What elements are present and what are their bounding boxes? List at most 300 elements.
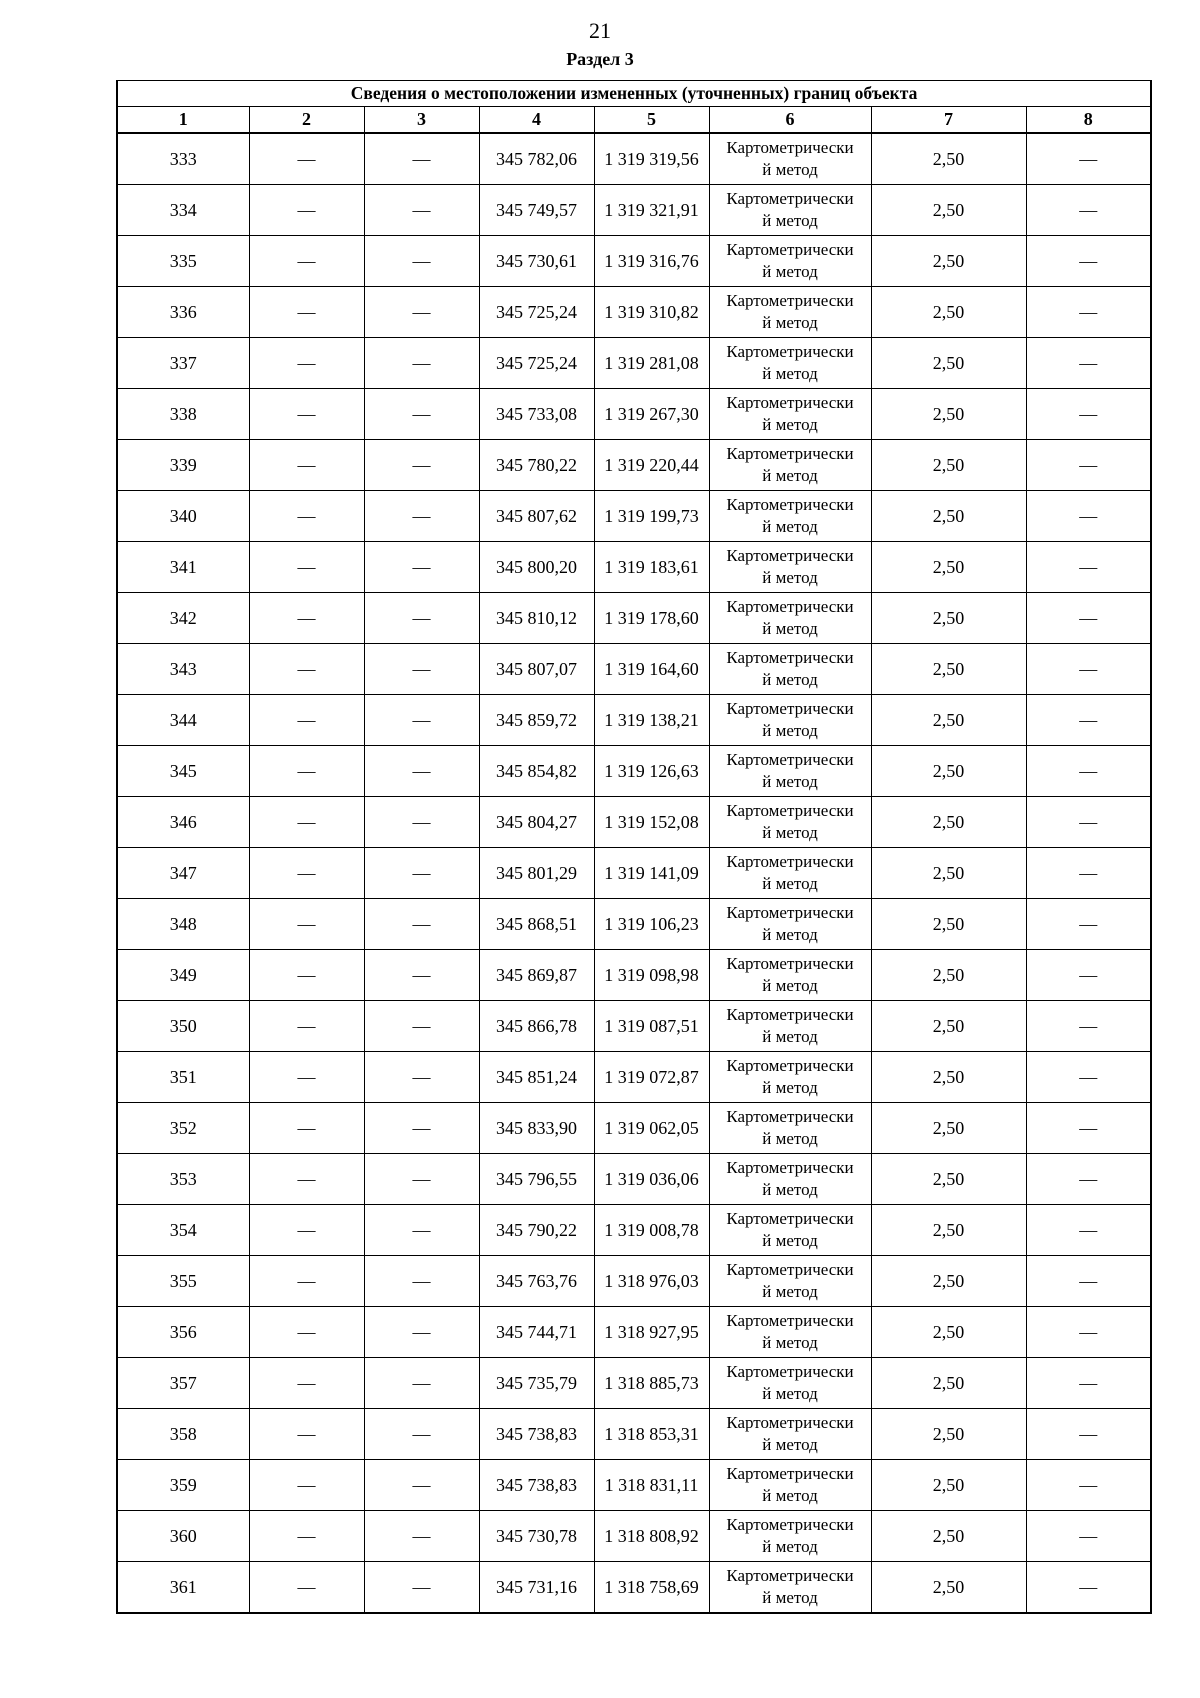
x-coordinate-cell: 345 782,06 [479, 133, 594, 185]
precision-cell: 2,50 [871, 1256, 1026, 1307]
column-8-cell: — [1026, 491, 1151, 542]
table-row [117, 1562, 1151, 1614]
x-coordinate-cell: 345 854,82 [479, 746, 594, 797]
method-line-1: Картометрически [726, 444, 854, 463]
column-8-cell: — [1026, 1103, 1151, 1154]
point-number-cell: 349 [117, 950, 249, 1001]
y-coordinate-cell: 1 319 178,60 [594, 593, 709, 644]
column-header-6: 6 [709, 107, 871, 134]
point-number-cell: 340 [117, 491, 249, 542]
method-line-2: й метод [762, 211, 818, 230]
column-2-cell: — [249, 1103, 364, 1154]
method-cell [709, 287, 871, 338]
column-2-cell: — [249, 287, 364, 338]
column-3-cell: — [364, 1001, 479, 1052]
point-number-cell: 342 [117, 593, 249, 644]
column-3-cell: — [364, 1307, 479, 1358]
table-row [117, 338, 1151, 389]
y-coordinate-cell: 1 319 138,21 [594, 695, 709, 746]
precision-cell: 2,50 [871, 695, 1026, 746]
precision-cell: 2,50 [871, 1103, 1026, 1154]
method-cell [709, 1460, 871, 1511]
method-line-1: Картометрически [726, 189, 854, 208]
column-2-cell: — [249, 440, 364, 491]
method-cell [709, 133, 871, 185]
column-2-cell: — [249, 593, 364, 644]
point-number-cell: 357 [117, 1358, 249, 1409]
column-header-7: 7 [871, 107, 1026, 134]
column-3-cell: — [364, 287, 479, 338]
page-number: 21 [589, 18, 611, 43]
column-2-cell: — [249, 491, 364, 542]
column-2-cell: — [249, 338, 364, 389]
x-coordinate-cell: 345 725,24 [479, 287, 594, 338]
method-line-1: Картометрически [726, 546, 854, 565]
method-line-1: Картометрически [726, 1464, 854, 1483]
method-cell [709, 1103, 871, 1154]
y-coordinate-cell: 1 318 927,95 [594, 1307, 709, 1358]
y-coordinate-cell: 1 319 310,82 [594, 287, 709, 338]
x-coordinate-cell: 345 738,83 [479, 1409, 594, 1460]
column-3-cell: — [364, 746, 479, 797]
method-line-2: й метод [762, 976, 818, 995]
y-coordinate-cell: 1 319 316,76 [594, 236, 709, 287]
method-line-1: Картометрически [726, 1515, 854, 1534]
column-2-cell: — [249, 1154, 364, 1205]
precision-cell: 2,50 [871, 1409, 1026, 1460]
method-cell [709, 338, 871, 389]
table-row [117, 593, 1151, 644]
precision-cell: 2,50 [871, 1154, 1026, 1205]
method-line-2: й метод [762, 1333, 818, 1352]
column-8-cell: — [1026, 338, 1151, 389]
method-line-1: Картометрически [726, 1362, 854, 1381]
method-line-1: Картометрически [726, 1158, 854, 1177]
method-line-1: Картометрически [726, 1260, 854, 1279]
method-cell [709, 593, 871, 644]
column-3-cell: — [364, 338, 479, 389]
x-coordinate-cell: 345 733,08 [479, 389, 594, 440]
column-3-cell: — [364, 1103, 479, 1154]
table-row [117, 1358, 1151, 1409]
x-coordinate-cell: 345 869,87 [479, 950, 594, 1001]
point-number-cell: 348 [117, 899, 249, 950]
boundary-coordinates-table [116, 80, 1152, 1614]
point-number-cell: 353 [117, 1154, 249, 1205]
y-coordinate-cell: 1 319 267,30 [594, 389, 709, 440]
table-row [117, 1103, 1151, 1154]
column-8-cell: — [1026, 1562, 1151, 1614]
column-2-cell: — [249, 389, 364, 440]
column-number-row [117, 107, 1151, 134]
point-number-cell: 337 [117, 338, 249, 389]
method-line-2: й метод [762, 874, 818, 893]
table-row [117, 695, 1151, 746]
y-coordinate-cell: 1 318 758,69 [594, 1562, 709, 1614]
point-number-cell: 343 [117, 644, 249, 695]
x-coordinate-cell: 345 866,78 [479, 1001, 594, 1052]
column-2-cell: — [249, 133, 364, 185]
method-line-2: й метод [762, 1078, 818, 1097]
x-coordinate-cell: 345 868,51 [479, 899, 594, 950]
y-coordinate-cell: 1 318 853,31 [594, 1409, 709, 1460]
y-coordinate-cell: 1 319 220,44 [594, 440, 709, 491]
point-number-cell: 341 [117, 542, 249, 593]
method-line-1: Картометрически [726, 342, 854, 361]
method-cell [709, 950, 871, 1001]
column-3-cell: — [364, 236, 479, 287]
precision-cell: 2,50 [871, 1562, 1026, 1614]
table-row [117, 1460, 1151, 1511]
method-line-2: й метод [762, 313, 818, 332]
method-line-2: й метод [762, 517, 818, 536]
y-coordinate-cell: 1 319 106,23 [594, 899, 709, 950]
column-8-cell: — [1026, 950, 1151, 1001]
precision-cell: 2,50 [871, 644, 1026, 695]
table-row [117, 899, 1151, 950]
point-number-cell: 347 [117, 848, 249, 899]
method-cell [709, 1256, 871, 1307]
precision-cell: 2,50 [871, 1460, 1026, 1511]
y-coordinate-cell: 1 319 183,61 [594, 542, 709, 593]
column-3-cell: — [364, 1562, 479, 1614]
y-coordinate-cell: 1 319 036,06 [594, 1154, 709, 1205]
column-3-cell: — [364, 1358, 479, 1409]
column-3-cell: — [364, 644, 479, 695]
method-cell [709, 1562, 871, 1614]
column-2-cell: — [249, 1409, 364, 1460]
method-line-2: й метод [762, 925, 818, 944]
method-cell [709, 236, 871, 287]
method-line-2: й метод [762, 823, 818, 842]
section-title: Раздел 3 [566, 49, 634, 69]
column-2-cell: — [249, 185, 364, 236]
column-8-cell: — [1026, 797, 1151, 848]
y-coordinate-cell: 1 319 164,60 [594, 644, 709, 695]
method-line-2: й метод [762, 1588, 818, 1607]
method-cell [709, 899, 871, 950]
precision-cell: 2,50 [871, 1052, 1026, 1103]
column-2-cell: — [249, 1562, 364, 1614]
column-8-cell: — [1026, 1409, 1151, 1460]
method-line-2: й метод [762, 415, 818, 434]
precision-cell: 2,50 [871, 185, 1026, 236]
column-3-cell: — [364, 1511, 479, 1562]
precision-cell: 2,50 [871, 133, 1026, 185]
x-coordinate-cell: 345 801,29 [479, 848, 594, 899]
method-cell [709, 1001, 871, 1052]
column-8-cell: — [1026, 899, 1151, 950]
y-coordinate-cell: 1 319 199,73 [594, 491, 709, 542]
method-line-2: й метод [762, 466, 818, 485]
column-3-cell: — [364, 133, 479, 185]
method-line-1: Картометрически [726, 699, 854, 718]
x-coordinate-cell: 345 738,83 [479, 1460, 594, 1511]
method-line-2: й метод [762, 1282, 818, 1301]
column-header-3: 3 [364, 107, 479, 134]
method-line-2: й метод [762, 721, 818, 740]
method-line-2: й метод [762, 568, 818, 587]
table-row [117, 440, 1151, 491]
method-line-2: й метод [762, 772, 818, 791]
column-2-cell: — [249, 1460, 364, 1511]
column-8-cell: — [1026, 1205, 1151, 1256]
x-coordinate-cell: 345 730,78 [479, 1511, 594, 1562]
column-2-cell: — [249, 848, 364, 899]
point-number-cell: 352 [117, 1103, 249, 1154]
column-3-cell: — [364, 389, 479, 440]
method-cell [709, 1409, 871, 1460]
y-coordinate-cell: 1 319 062,05 [594, 1103, 709, 1154]
table-row [117, 746, 1151, 797]
y-coordinate-cell: 1 319 141,09 [594, 848, 709, 899]
column-2-cell: — [249, 1358, 364, 1409]
column-8-cell: — [1026, 1256, 1151, 1307]
method-cell [709, 695, 871, 746]
table-row [117, 1001, 1151, 1052]
precision-cell: 2,50 [871, 593, 1026, 644]
point-number-cell: 359 [117, 1460, 249, 1511]
column-8-cell: — [1026, 1358, 1151, 1409]
column-3-cell: — [364, 542, 479, 593]
x-coordinate-cell: 345 810,12 [479, 593, 594, 644]
y-coordinate-cell: 1 319 098,98 [594, 950, 709, 1001]
table-row [117, 389, 1151, 440]
point-number-cell: 344 [117, 695, 249, 746]
column-header-5: 5 [594, 107, 709, 134]
column-3-cell: — [364, 1205, 479, 1256]
x-coordinate-cell: 345 807,62 [479, 491, 594, 542]
point-number-cell: 360 [117, 1511, 249, 1562]
table-row [117, 1409, 1151, 1460]
column-8-cell: — [1026, 695, 1151, 746]
column-3-cell: — [364, 848, 479, 899]
precision-cell: 2,50 [871, 848, 1026, 899]
column-8-cell: — [1026, 236, 1151, 287]
precision-cell: 2,50 [871, 440, 1026, 491]
method-line-1: Картометрически [726, 1413, 854, 1432]
method-line-2: й метод [762, 1180, 818, 1199]
table-row [117, 1052, 1151, 1103]
column-8-cell: — [1026, 1460, 1151, 1511]
y-coordinate-cell: 1 319 126,63 [594, 746, 709, 797]
column-2-cell: — [249, 1001, 364, 1052]
column-3-cell: — [364, 1409, 479, 1460]
column-3-cell: — [364, 491, 479, 542]
method-cell [709, 1358, 871, 1409]
x-coordinate-cell: 345 790,22 [479, 1205, 594, 1256]
point-number-cell: 361 [117, 1562, 249, 1614]
point-number-cell: 333 [117, 133, 249, 185]
column-2-cell: — [249, 695, 364, 746]
column-2-cell: — [249, 1307, 364, 1358]
method-cell [709, 542, 871, 593]
method-line-1: Картометрически [726, 1311, 854, 1330]
method-line-2: й метод [762, 1384, 818, 1403]
column-8-cell: — [1026, 1307, 1151, 1358]
column-3-cell: — [364, 695, 479, 746]
x-coordinate-cell: 345 851,24 [479, 1052, 594, 1103]
precision-cell: 2,50 [871, 1358, 1026, 1409]
point-number-cell: 334 [117, 185, 249, 236]
method-line-1: Картометрически [726, 648, 854, 667]
method-cell [709, 1154, 871, 1205]
table-row [117, 133, 1151, 185]
x-coordinate-cell: 345 796,55 [479, 1154, 594, 1205]
method-line-1: Картометрически [726, 393, 854, 412]
table-row [117, 491, 1151, 542]
column-2-cell: — [249, 899, 364, 950]
x-coordinate-cell: 345 859,72 [479, 695, 594, 746]
x-coordinate-cell: 345 833,90 [479, 1103, 594, 1154]
column-header-2: 2 [249, 107, 364, 134]
method-line-1: Картометрически [726, 240, 854, 259]
method-line-2: й метод [762, 1129, 818, 1148]
column-2-cell: — [249, 644, 364, 695]
method-line-1: Картометрически [726, 750, 854, 769]
point-number-cell: 339 [117, 440, 249, 491]
method-cell [709, 644, 871, 695]
method-cell [709, 1205, 871, 1256]
table-row [117, 185, 1151, 236]
x-coordinate-cell: 345 730,61 [479, 236, 594, 287]
method-line-1: Картометрически [726, 138, 854, 157]
table-body [117, 133, 1151, 1613]
precision-cell: 2,50 [871, 746, 1026, 797]
point-number-cell: 350 [117, 1001, 249, 1052]
x-coordinate-cell: 345 735,79 [479, 1358, 594, 1409]
method-line-1: Картометрически [726, 954, 854, 973]
column-8-cell: — [1026, 133, 1151, 185]
precision-cell: 2,50 [871, 338, 1026, 389]
method-cell [709, 185, 871, 236]
point-number-cell: 335 [117, 236, 249, 287]
table-row [117, 1205, 1151, 1256]
column-2-cell: — [249, 1256, 364, 1307]
column-8-cell: — [1026, 1052, 1151, 1103]
precision-cell: 2,50 [871, 1511, 1026, 1562]
method-line-2: й метод [762, 1486, 818, 1505]
method-cell [709, 440, 871, 491]
y-coordinate-cell: 1 318 831,11 [594, 1460, 709, 1511]
table-caption: Сведения о местоположении измененных (уточненных) границ объекта [117, 81, 1151, 107]
method-line-1: Картометрически [726, 291, 854, 310]
column-8-cell: — [1026, 287, 1151, 338]
table-row [117, 1256, 1151, 1307]
y-coordinate-cell: 1 319 152,08 [594, 797, 709, 848]
column-8-cell: — [1026, 542, 1151, 593]
column-3-cell: — [364, 1460, 479, 1511]
method-line-2: й метод [762, 670, 818, 689]
method-cell [709, 746, 871, 797]
precision-cell: 2,50 [871, 236, 1026, 287]
column-2-cell: — [249, 1511, 364, 1562]
column-2-cell: — [249, 1205, 364, 1256]
column-8-cell: — [1026, 593, 1151, 644]
column-3-cell: — [364, 797, 479, 848]
precision-cell: 2,50 [871, 287, 1026, 338]
y-coordinate-cell: 1 318 808,92 [594, 1511, 709, 1562]
precision-cell: 2,50 [871, 491, 1026, 542]
column-3-cell: — [364, 593, 479, 644]
table-row [117, 644, 1151, 695]
x-coordinate-cell: 345 725,24 [479, 338, 594, 389]
x-coordinate-cell: 345 731,16 [479, 1562, 594, 1614]
column-2-cell: — [249, 950, 364, 1001]
table-row [117, 287, 1151, 338]
point-number-cell: 354 [117, 1205, 249, 1256]
table-row [117, 236, 1151, 287]
y-coordinate-cell: 1 319 087,51 [594, 1001, 709, 1052]
column-3-cell: — [364, 440, 479, 491]
method-line-1: Картометрически [726, 1005, 854, 1024]
method-line-1: Картометрически [726, 1209, 854, 1228]
point-number-cell: 336 [117, 287, 249, 338]
method-line-2: й метод [762, 619, 818, 638]
point-number-cell: 358 [117, 1409, 249, 1460]
precision-cell: 2,50 [871, 389, 1026, 440]
table-row [117, 1154, 1151, 1205]
column-2-cell: — [249, 542, 364, 593]
method-line-2: й метод [762, 1435, 818, 1454]
column-header-1: 1 [117, 107, 249, 134]
method-cell [709, 797, 871, 848]
column-3-cell: — [364, 1256, 479, 1307]
table-row [117, 848, 1151, 899]
method-line-1: Картометрически [726, 1566, 854, 1585]
method-line-1: Картометрически [726, 495, 854, 514]
column-3-cell: — [364, 1154, 479, 1205]
x-coordinate-cell: 345 780,22 [479, 440, 594, 491]
column-8-cell: — [1026, 848, 1151, 899]
y-coordinate-cell: 1 318 976,03 [594, 1256, 709, 1307]
method-line-1: Картометрически [726, 597, 854, 616]
method-cell [709, 491, 871, 542]
column-8-cell: — [1026, 389, 1151, 440]
method-line-1: Картометрически [726, 903, 854, 922]
column-8-cell: — [1026, 185, 1151, 236]
column-header-4: 4 [479, 107, 594, 134]
column-3-cell: — [364, 1052, 479, 1103]
x-coordinate-cell: 345 763,76 [479, 1256, 594, 1307]
column-2-cell: — [249, 236, 364, 287]
precision-cell: 2,50 [871, 1001, 1026, 1052]
column-8-cell: — [1026, 440, 1151, 491]
table-row [117, 1511, 1151, 1562]
column-2-cell: — [249, 797, 364, 848]
precision-cell: 2,50 [871, 950, 1026, 1001]
column-8-cell: — [1026, 644, 1151, 695]
column-3-cell: — [364, 950, 479, 1001]
column-8-cell: — [1026, 746, 1151, 797]
method-line-1: Картометрически [726, 801, 854, 820]
y-coordinate-cell: 1 319 319,56 [594, 133, 709, 185]
table-row [117, 542, 1151, 593]
column-8-cell: — [1026, 1001, 1151, 1052]
table-row [117, 950, 1151, 1001]
point-number-cell: 338 [117, 389, 249, 440]
method-cell [709, 1307, 871, 1358]
method-line-2: й метод [762, 160, 818, 179]
x-coordinate-cell: 345 807,07 [479, 644, 594, 695]
x-coordinate-cell: 345 749,57 [479, 185, 594, 236]
precision-cell: 2,50 [871, 899, 1026, 950]
column-header-8: 8 [1026, 107, 1151, 134]
y-coordinate-cell: 1 319 321,91 [594, 185, 709, 236]
method-line-2: й метод [762, 262, 818, 281]
column-2-cell: — [249, 746, 364, 797]
y-coordinate-cell: 1 319 281,08 [594, 338, 709, 389]
